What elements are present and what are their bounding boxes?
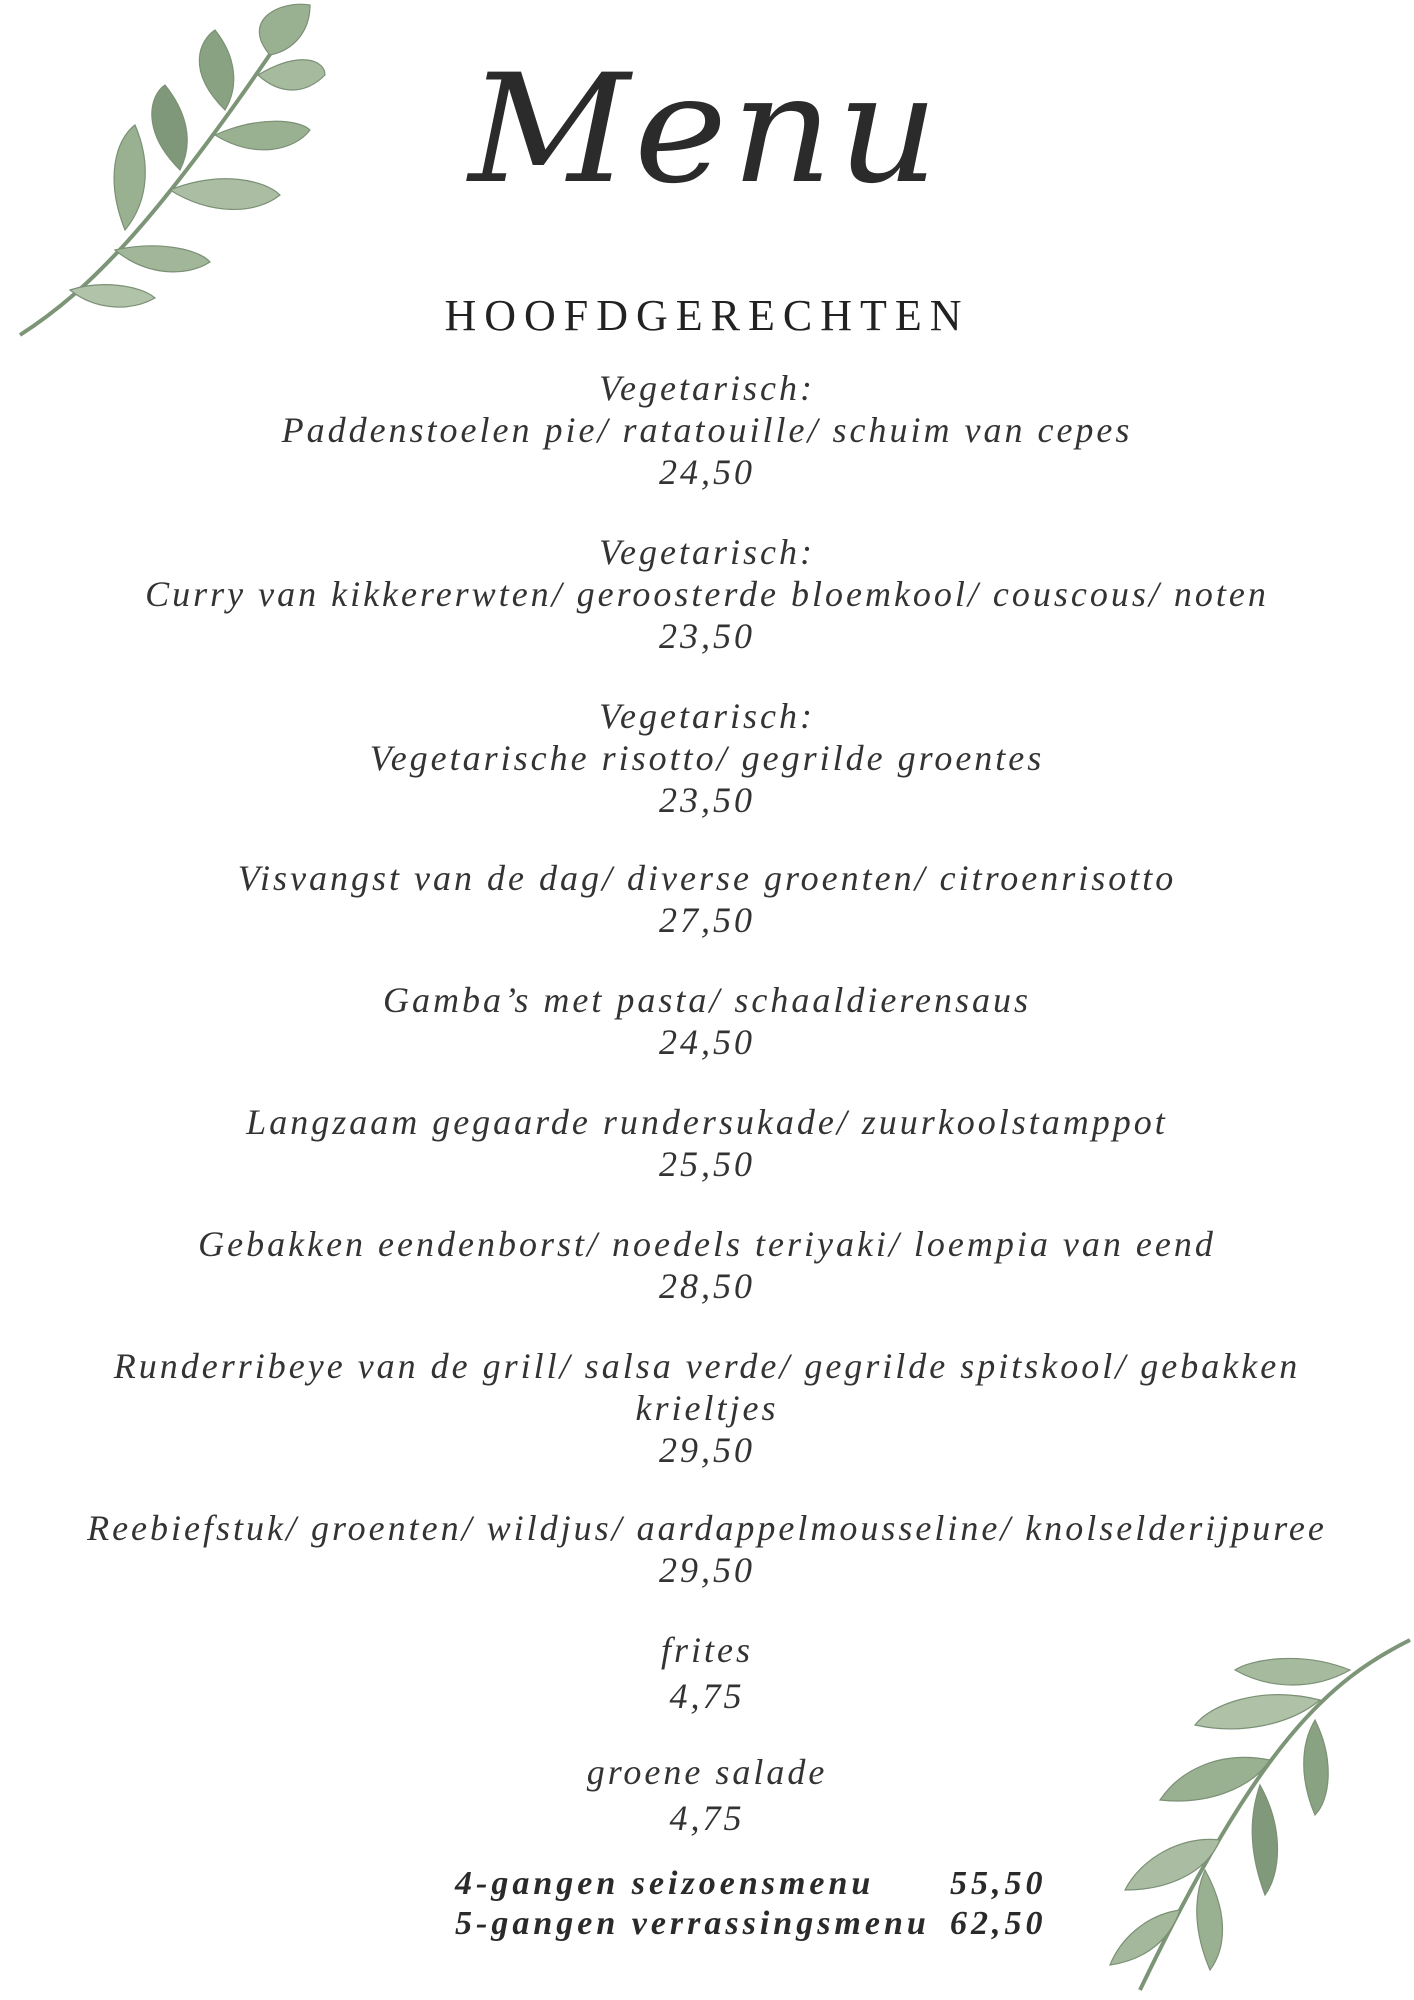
- item-category: Vegetarisch:: [599, 532, 815, 572]
- section-heading: HOOFDGERECHTEN: [444, 291, 970, 340]
- item-category: Vegetarisch:: [599, 368, 815, 408]
- item-price: 28,50: [659, 1266, 755, 1306]
- set-menu-price: 55,50: [950, 1865, 1047, 1902]
- item-name: Langzaam gegaarde rundersukade/ zuurkoolstamppot: [246, 1102, 1168, 1142]
- item-category: Vegetarisch:: [599, 696, 815, 736]
- item-name: Runderribeye van de grill/ salsa verde/ gegrilde spitskool/ gebakken: [113, 1346, 1301, 1386]
- item-name: Gamba’s met pasta/ schaaldierensaus: [383, 980, 1031, 1020]
- item-price: 24,50: [659, 452, 755, 492]
- side-price: 4,75: [669, 1798, 745, 1838]
- item-name: Curry van kikkererwten/ geroosterde bloemkool/ couscous/ noten: [145, 574, 1269, 614]
- item-name: Gebakken eendenborst/ noedels teriyaki/ loempia van eend: [198, 1224, 1216, 1264]
- item-price: 27,50: [659, 900, 755, 940]
- menu-title: Menu: [468, 43, 943, 217]
- item-name-line2: krieltjes: [635, 1388, 779, 1428]
- item-name: Vegetarische risotto/ gegrilde groentes: [369, 738, 1045, 778]
- item-price: 29,50: [659, 1550, 755, 1590]
- item-name: Paddenstoelen pie/ ratatouille/ schuim van cepes: [281, 410, 1133, 450]
- set-menu-price: 62,50: [950, 1905, 1047, 1942]
- item-price: 25,50: [659, 1144, 755, 1184]
- item-price: 24,50: [659, 1022, 755, 1062]
- side-name: frites: [660, 1630, 753, 1670]
- set-menu-name: 4-gangen seizoensmenu: [455, 1865, 875, 1902]
- item-name: Reebiefstuk/ groenten/ wildjus/ aardappelmousseline/ knolselderijpuree: [87, 1508, 1327, 1548]
- item-price: 29,50: [659, 1430, 755, 1470]
- side-name: groene salade: [586, 1752, 828, 1792]
- item-price: 23,50: [659, 780, 755, 820]
- set-menu-name: 5-gangen verrassingsmenu: [455, 1905, 930, 1942]
- side-price: 4,75: [669, 1676, 745, 1716]
- item-name: Visvangst van de dag/ diverse groenten/ citroenrisotto: [237, 858, 1177, 898]
- item-price: 23,50: [659, 616, 755, 656]
